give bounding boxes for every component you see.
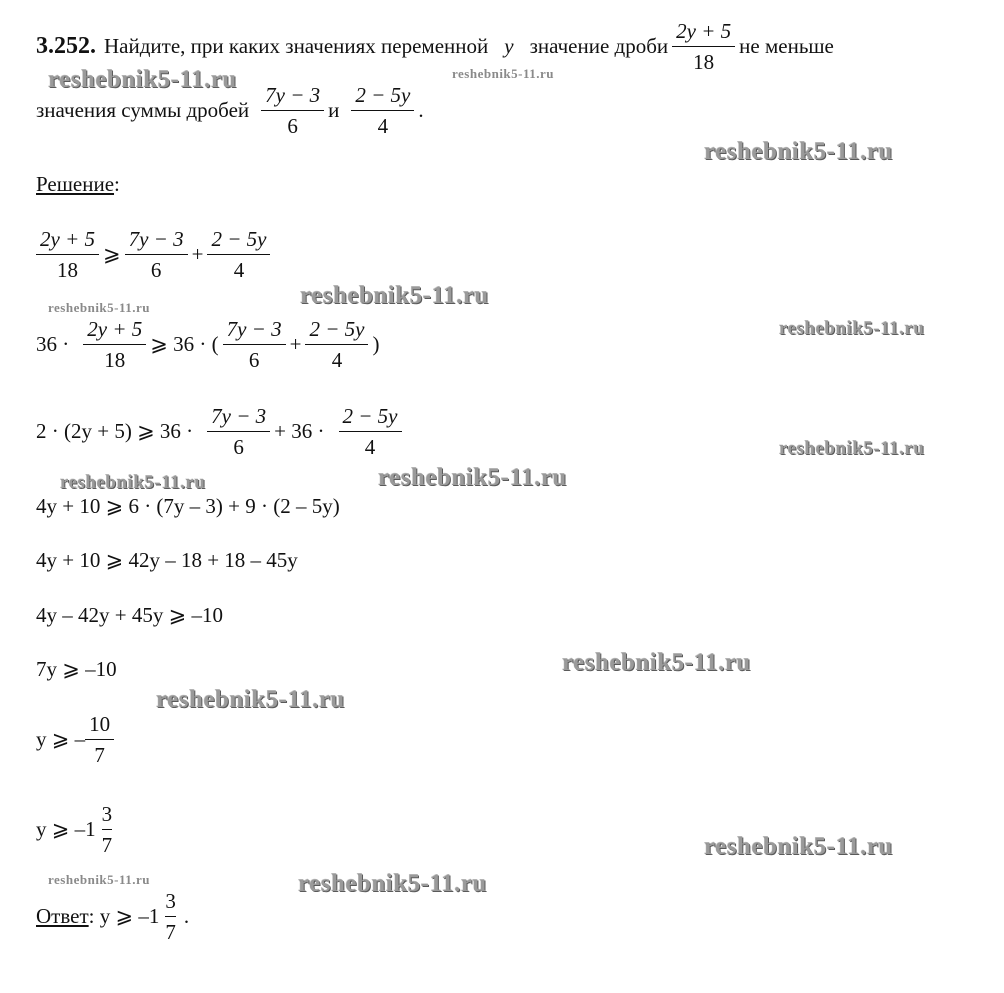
problem-text-2: значение дроби <box>529 34 669 58</box>
watermark: reshebnik5-11.ru <box>779 318 925 339</box>
fraction-denominator: 7 <box>165 916 176 945</box>
fraction-denominator: 4 <box>331 348 343 372</box>
fraction <box>83 316 146 373</box>
fraction-numerator: 2 − 5y <box>207 226 270 255</box>
solution-heading <box>36 172 120 197</box>
fraction-denominator: 6 <box>248 348 260 372</box>
coefficient: 36 · <box>36 332 70 356</box>
fraction-denominator: 7 <box>102 829 113 858</box>
fraction-denominator: 6 <box>233 435 244 459</box>
step-7: 7y ⩾ –10 <box>36 657 117 681</box>
fraction <box>223 316 286 373</box>
fraction-denominator: 6 <box>150 258 162 282</box>
fraction-denominator: 6 <box>287 114 298 138</box>
watermark: reshebnik5-11.ru <box>48 300 151 315</box>
problem-period: . <box>418 98 424 122</box>
watermark: reshebnik5-11.ru <box>300 282 489 309</box>
fraction <box>261 82 324 139</box>
watermark: reshebnik5-11.ru <box>60 472 206 493</box>
step-3-lhs: 2 · (2y + 5) ⩾ 36 · <box>36 419 194 443</box>
step-2 <box>36 316 379 373</box>
relation: ⩾ <box>103 242 121 266</box>
fraction-denominator: 4 <box>233 258 245 282</box>
solution-colon: : <box>114 172 120 196</box>
fraction <box>672 18 735 75</box>
watermark: reshebnik5-11.ru <box>48 872 151 887</box>
answer-period: . <box>183 904 190 928</box>
fraction-denominator: 18 <box>57 258 78 282</box>
fraction <box>351 82 414 139</box>
step-3-mid: + 36 · <box>274 419 325 443</box>
watermark: reshebnik5-11.ru <box>378 464 567 491</box>
fraction <box>36 226 99 283</box>
fraction <box>305 316 368 373</box>
watermark: reshebnik5-11.ru <box>48 66 237 93</box>
plus-sign: + <box>289 332 302 356</box>
problem-text-4: значения суммы дробей <box>36 98 250 122</box>
answer-lhs: : y ⩾ –1 <box>88 904 160 928</box>
relation: ⩾ 36 · ( <box>150 332 219 356</box>
fraction-numerator: 2y + 5 <box>672 18 735 47</box>
watermark: reshebnik5-11.ru <box>452 66 555 81</box>
fraction-denominator: 18 <box>693 50 715 74</box>
fraction-numerator: 3 <box>101 802 113 826</box>
fraction-numerator: 2y + 5 <box>36 226 99 255</box>
watermark: reshebnik5-11.ru <box>704 138 893 165</box>
fraction-numerator: 7y − 3 <box>125 226 188 255</box>
fraction <box>98 801 117 858</box>
step-9-lhs: y ⩾ –1 <box>36 817 96 841</box>
problem-conjunction: и <box>328 98 340 122</box>
plus-sign: + <box>191 242 204 266</box>
fraction <box>161 888 180 945</box>
watermark: reshebnik5-11.ru <box>704 833 893 860</box>
fraction-numerator: 7y − 3 <box>261 82 324 111</box>
watermark: reshebnik5-11.ru <box>298 870 487 897</box>
answer-line <box>36 888 189 945</box>
answer-label: Ответ <box>36 904 89 928</box>
step-8 <box>36 711 118 768</box>
fraction-numerator: 3 <box>165 889 176 913</box>
step-9 <box>36 801 120 858</box>
watermark: reshebnik5-11.ru <box>562 649 751 676</box>
watermark: reshebnik5-11.ru <box>779 438 925 459</box>
fraction-denominator: 4 <box>364 435 376 459</box>
fraction-denominator: 4 <box>377 114 389 138</box>
fraction-denominator: 7 <box>94 743 105 767</box>
fraction <box>207 403 270 460</box>
step-5: 4y + 10 ⩾ 42y – 18 + 18 – 45y <box>36 548 298 572</box>
fraction <box>125 226 188 283</box>
step-3 <box>36 403 406 460</box>
close-paren: ) <box>372 332 380 356</box>
problem-text-3: не меньше <box>739 34 834 58</box>
step-6: 4y – 42y + 45y ⩾ –10 <box>36 603 223 627</box>
watermark: reshebnik5-11.ru <box>156 686 345 713</box>
step-8-lhs: y ⩾ – <box>36 727 86 751</box>
problem-variable: y <box>504 34 514 58</box>
problem-text-1: Найдите, при каких значениях переменной <box>104 34 489 58</box>
step-4: 4y + 10 ⩾ 6 · (7y – 3) + 9 · (2 – 5y) <box>36 494 340 518</box>
fraction-numerator: 7y − 3 <box>207 403 270 432</box>
fraction-numerator: 2y + 5 <box>83 316 146 345</box>
fraction-numerator: 10 <box>85 711 114 740</box>
problem-number: 3.252. <box>36 33 96 59</box>
fraction-numerator: 2 − 5y <box>339 403 402 432</box>
fraction-numerator: 2 − 5y <box>305 316 368 345</box>
fraction <box>85 711 114 768</box>
step-1 <box>36 226 274 283</box>
fraction-numerator: 2 − 5y <box>351 82 414 111</box>
fraction-numerator: 7y − 3 <box>223 316 286 345</box>
fraction <box>207 226 270 283</box>
fraction-denominator: 18 <box>104 348 126 372</box>
solution-label: Решение <box>36 172 115 196</box>
fraction <box>339 403 402 460</box>
